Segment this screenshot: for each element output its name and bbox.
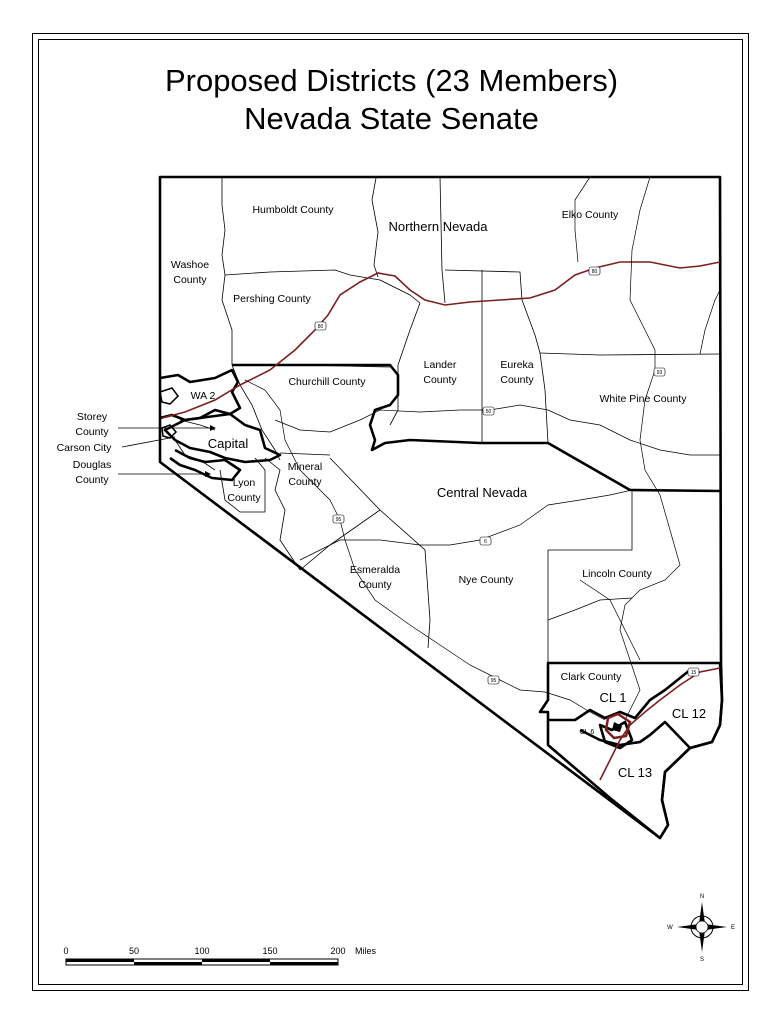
compass-rose-icon bbox=[667, 894, 735, 963]
label-lyon-county-2: County bbox=[227, 492, 261, 504]
label-churchill-county: Churchill County bbox=[288, 376, 366, 388]
map-title-line-2: Nevada State Senate bbox=[244, 101, 539, 136]
label-eureka-county-2: County bbox=[500, 374, 534, 386]
scale-unit: Miles bbox=[355, 946, 377, 956]
svg-text:80: 80 bbox=[317, 324, 324, 330]
shield-80-a bbox=[315, 322, 326, 330]
label-lyon-county-1: Lyon bbox=[232, 477, 256, 489]
shield-6 bbox=[480, 537, 491, 545]
map-title-line-1: Proposed Districts (23 Members) bbox=[164, 63, 619, 98]
svg-text:6: 6 bbox=[484, 539, 487, 545]
label-mineral-county-1: Mineral bbox=[287, 461, 323, 473]
scale-bar bbox=[63, 946, 376, 965]
label-elko-county: Elko County bbox=[561, 209, 619, 221]
label-wa2-district: WA 2 bbox=[190, 390, 216, 402]
label-cl13-district: CL 13 bbox=[617, 765, 653, 780]
scale-tick-50: 50 bbox=[128, 946, 140, 956]
label-central-nevada: Central Nevada bbox=[436, 485, 528, 500]
label-northern-nevada: Northern Nevada bbox=[388, 219, 488, 234]
label-washoe-county-2: County bbox=[173, 274, 207, 286]
svg-text:80: 80 bbox=[591, 269, 598, 275]
svg-text:15: 15 bbox=[690, 670, 697, 676]
svg-text:93: 93 bbox=[656, 370, 663, 376]
label-douglas-county-1: Douglas bbox=[72, 459, 112, 471]
label-cl1-district: CL 1 bbox=[599, 690, 627, 705]
scale-tick-150: 150 bbox=[262, 946, 278, 956]
shield-50 bbox=[483, 407, 494, 415]
label-lander-county-2: County bbox=[423, 374, 457, 386]
scale-tick-200: 200 bbox=[330, 946, 346, 956]
compass-e: E bbox=[730, 925, 736, 931]
svg-text:95: 95 bbox=[490, 678, 497, 684]
shield-95-b bbox=[488, 676, 499, 684]
shield-95-a bbox=[333, 515, 344, 523]
label-storey-county-2: County bbox=[75, 426, 109, 438]
label-white-pine-county: White Pine County bbox=[599, 393, 687, 405]
label-carson-city: Carson City bbox=[56, 442, 112, 454]
label-mineral-county-2: County bbox=[288, 476, 322, 488]
label-clark-county: Clark County bbox=[560, 671, 622, 683]
compass-n: N bbox=[699, 894, 705, 900]
label-eureka-county-1: Eureka bbox=[500, 359, 534, 371]
label-nye-county: Nye County bbox=[458, 574, 514, 586]
label-capital-district: Capital bbox=[207, 436, 249, 451]
label-humboldt-county: Humboldt County bbox=[252, 204, 334, 216]
shield-93 bbox=[654, 368, 665, 376]
state-outline bbox=[160, 177, 722, 838]
compass-s: S bbox=[699, 957, 705, 963]
label-storey-county-1: Storey bbox=[76, 411, 108, 423]
label-cl12-district: CL 12 bbox=[671, 706, 707, 721]
label-pershing-county: Pershing County bbox=[233, 293, 311, 305]
label-cl6-district: CL 6 bbox=[579, 729, 595, 736]
label-esmeralda-county-2: County bbox=[358, 579, 392, 591]
label-douglas-county-2: County bbox=[75, 474, 109, 486]
label-lincoln-county: Lincoln County bbox=[582, 568, 652, 580]
label-washoe-county-1: Washoe bbox=[170, 259, 210, 271]
label-lander-county-1: Lander bbox=[423, 359, 457, 371]
county-boundaries bbox=[175, 177, 720, 663]
label-esmeralda-county-1: Esmeralda bbox=[349, 564, 401, 576]
shield-80-b bbox=[589, 267, 600, 275]
compass-w: W bbox=[667, 925, 673, 931]
shield-15 bbox=[688, 668, 699, 676]
us-50 bbox=[275, 405, 720, 455]
scale-tick-100: 100 bbox=[194, 946, 210, 956]
svg-text:50: 50 bbox=[485, 409, 492, 415]
svg-text:95: 95 bbox=[335, 517, 342, 523]
scale-tick-0: 0 bbox=[63, 946, 69, 956]
